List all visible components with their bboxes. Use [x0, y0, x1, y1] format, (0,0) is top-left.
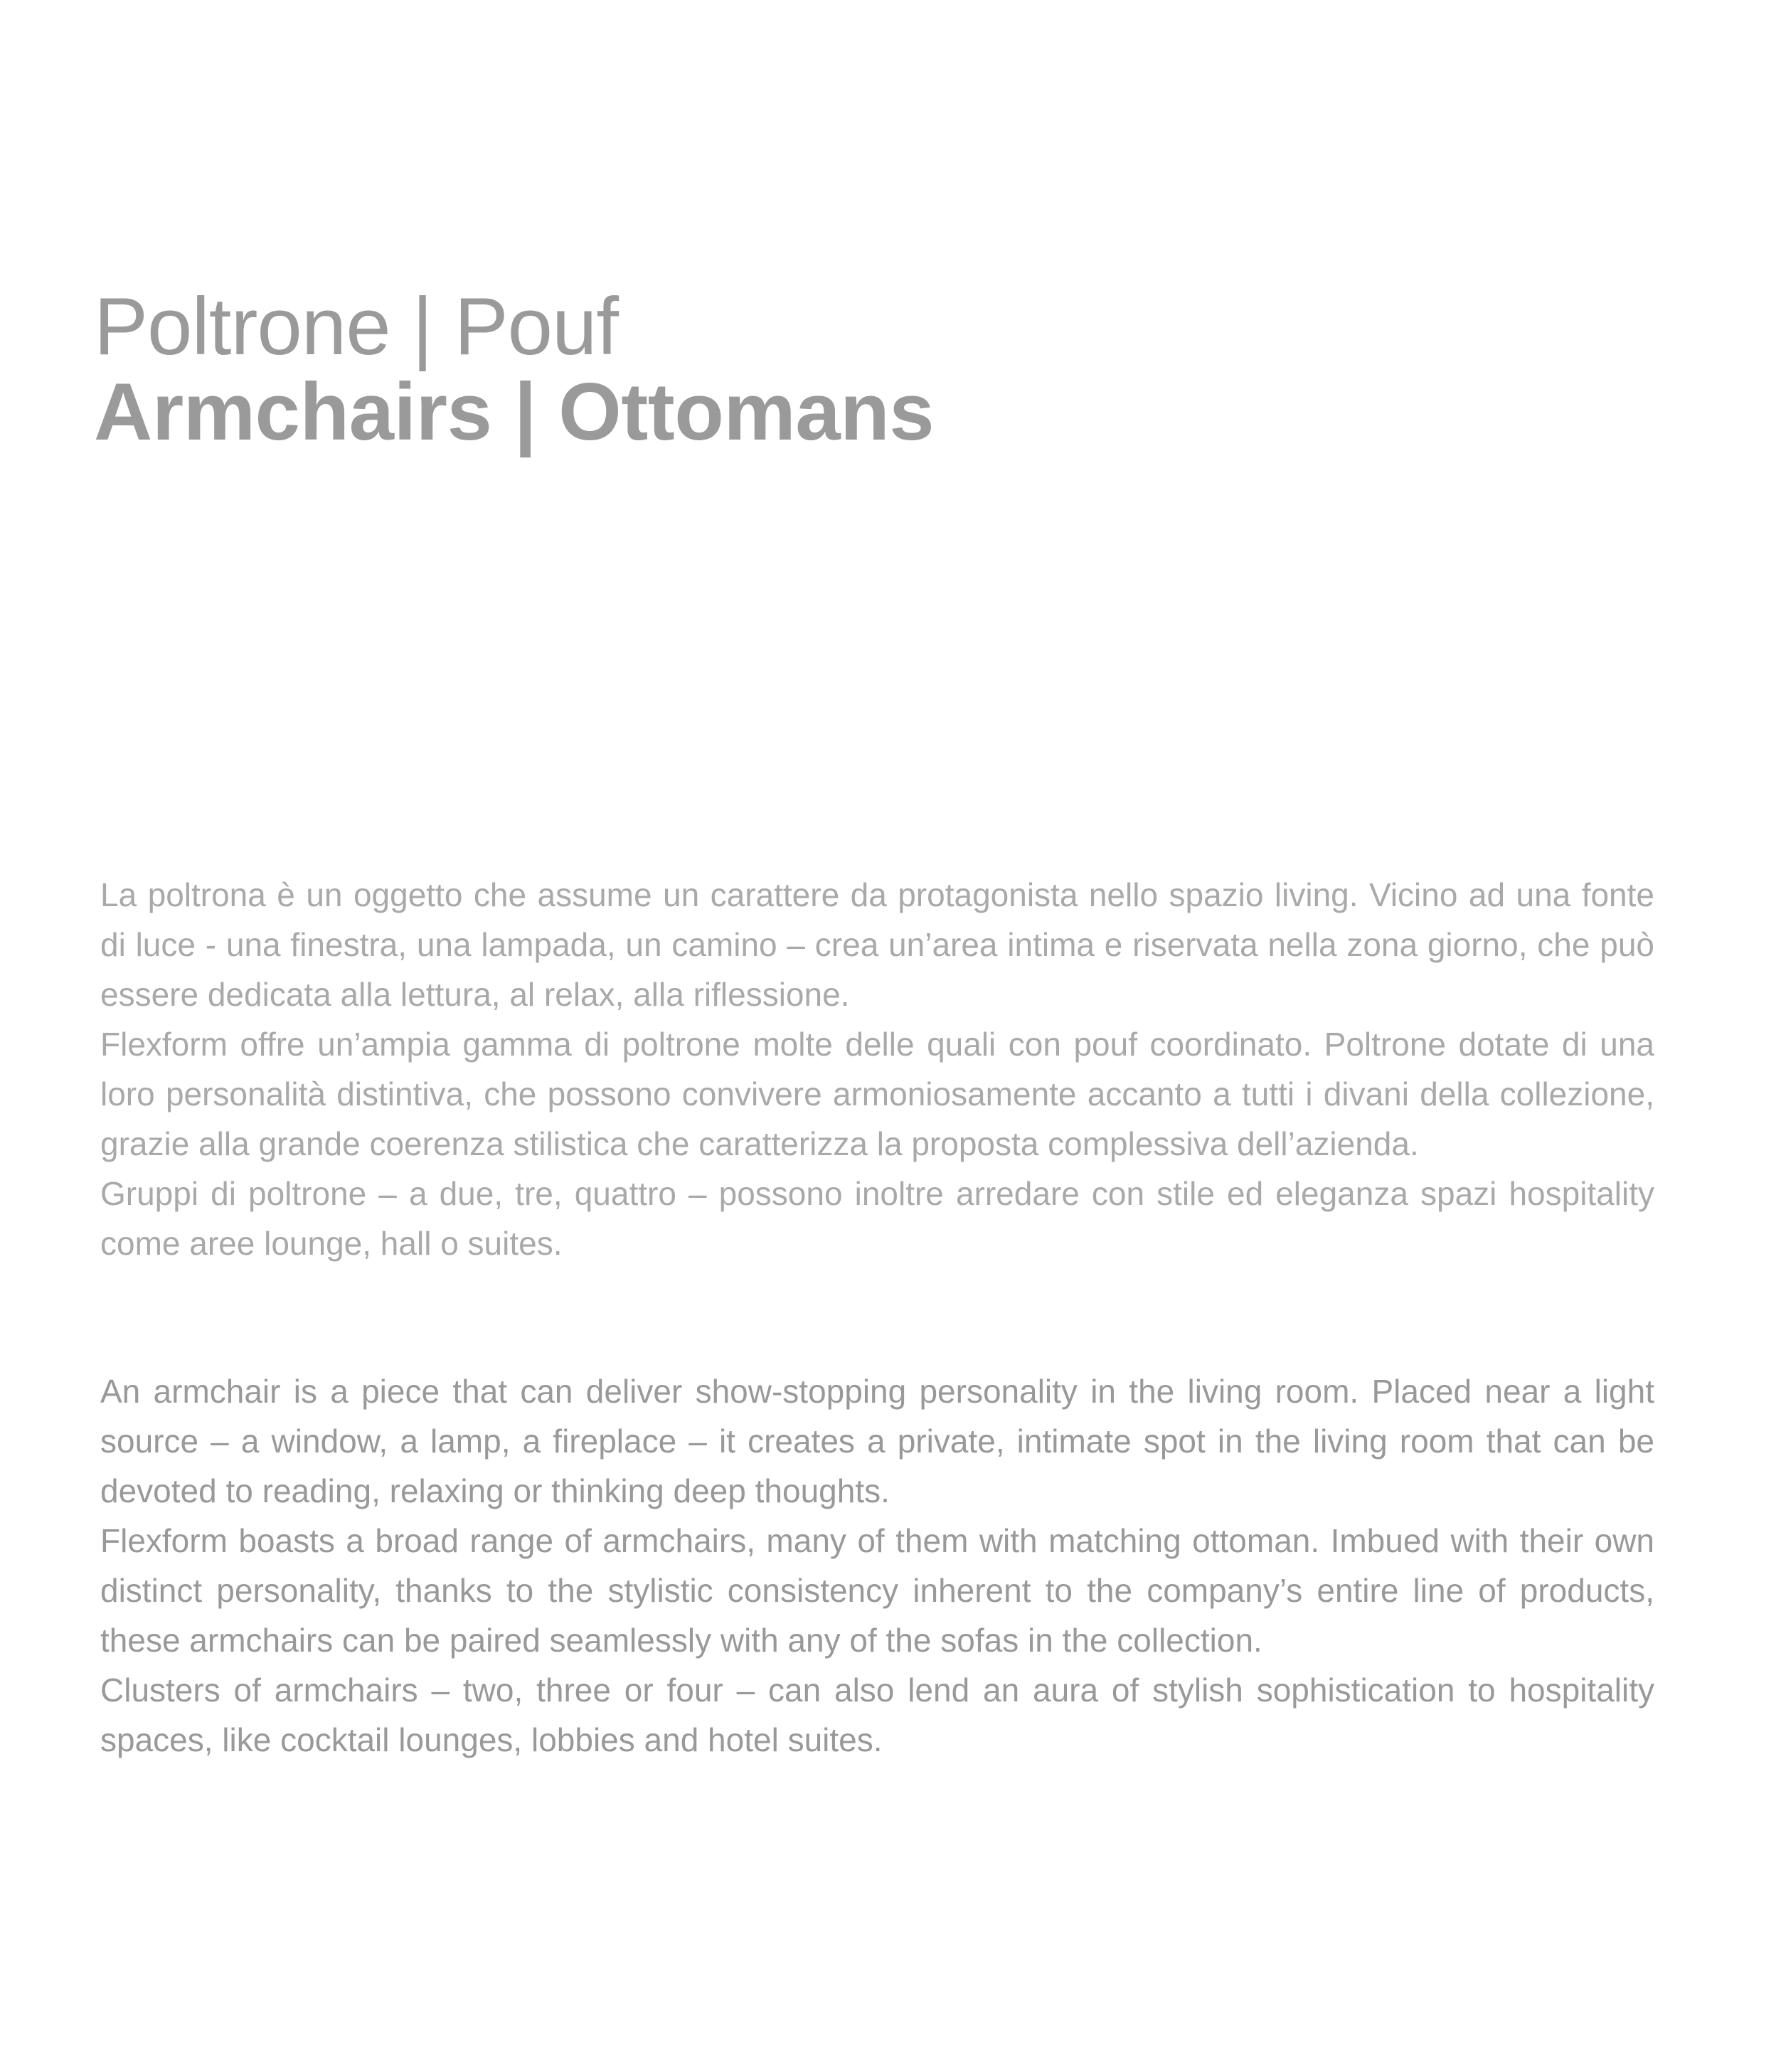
- english-text-block: [100, 1366, 1654, 1765]
- english-paragraph-3: Clusters of armchairs – two, three or four – can also lend an aura of stylish sophistication to hospitality spaces, like cocktail lounges, lobbies and hotel suites.: [100, 1672, 1654, 1758]
- italian-paragraph-2: Flexform offre un’ampia gamma di poltrone molte delle quali con pouf coordinato. Poltrone dotate di una loro personalità distintiva, che possono convivere armoniosamente accanto a tutti i divani della collezione, grazie alla grande coerenza stilistica che caratterizza la proposta complessiva dell’azienda.: [100, 1026, 1654, 1162]
- italian-paragraph-3: Gruppi di poltrone – a due, tre, quattro – possono inoltre arredare con stile ed eleganza spazi hospitality come aree lounge, hall o suites.: [100, 1175, 1654, 1262]
- english-paragraph-1: An armchair is a piece that can deliver show-stopping personality in the living room. Placed near a light source – a window, a lamp, a fireplace – it creates a private, intimate spot in the living room that can be devoted to reading, relaxing or thinking deep thoughts.: [100, 1373, 1654, 1509]
- italian-text-block: [100, 870, 1654, 1268]
- title-english: Armchairs | Ottomans: [94, 367, 935, 457]
- english-paragraph-2: Flexform boasts a broad range of armchairs, many of them with matching ottoman. Imbued with their own distinct personality, thanks to the stylistic consistency inherent to the company’s entire line of products, these armchairs can be paired seamlessly with any of the sofas in the collection.: [100, 1522, 1654, 1659]
- page-heading: [94, 282, 1232, 457]
- italian-paragraph-1: La poltrona è un oggetto che assume un carattere da protagonista nello spazio living. Vicino ad una fonte di luce - una finestra, una lampada, un camino – crea un’area intima e riservata nella zona giorno, che può essere dedicata alla lettura, al relax, alla riflessione.: [100, 876, 1654, 1013]
- title-italian: Poltrone | Pouf: [94, 282, 619, 372]
